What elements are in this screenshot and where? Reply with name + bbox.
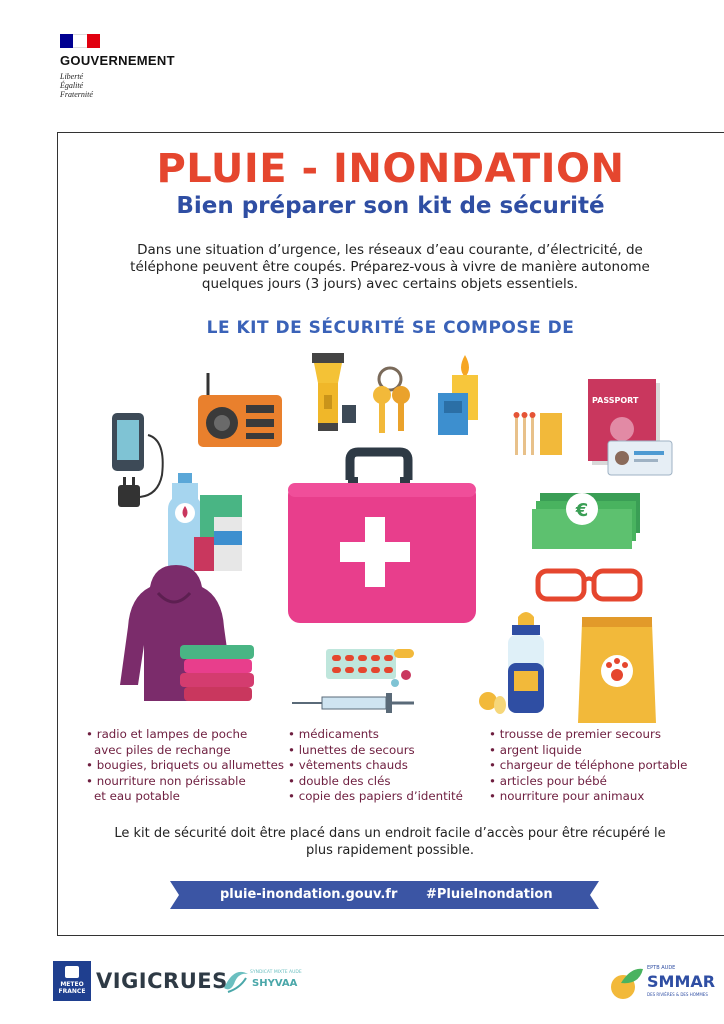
list-column-1 <box>86 727 284 805</box>
vigicrues-logo: VIGICRUES <box>96 969 228 993</box>
matchbox-icon <box>438 393 468 435</box>
syringe-icon <box>292 693 414 713</box>
list-item: • médicaments <box>288 727 463 743</box>
storage-footnote: Le kit de sécurité doit être placé dans un endroit facile d’accès pour être récupéré le plus rapidement possible. <box>114 826 666 858</box>
smmar-logo: EPTB AUDE SMMAR DES RIVIÈRES & DES HOMMES <box>607 965 643 1005</box>
euro-banknotes-icon <box>532 493 640 549</box>
list-column-3 <box>489 727 687 805</box>
list-item: • argent liquide <box>489 743 687 759</box>
intro-paragraph: Dans une situation d’urgence, les réseaux d’eau courante, d’électricité, de téléphone peuvent être coupés. Préparez-vous à vivre de manière autonome quelques jours (3 jours) avec certains objets essentiels. <box>130 242 650 292</box>
shyvaa-wave-icon <box>222 968 250 996</box>
radio-icon <box>198 373 282 447</box>
list-item: • chargeur de téléphone portable <box>489 758 687 774</box>
smmar-leaf-icon <box>607 965 643 1001</box>
pet-food-bag-icon <box>578 617 656 723</box>
french-flag-logo <box>60 34 100 48</box>
government-name: GOUVERNEMENT <box>60 53 175 68</box>
medicine-pills-icon <box>326 649 414 687</box>
meteo-france-emblem-icon <box>65 966 79 978</box>
list-item: • trousse de premier secours <box>489 727 687 743</box>
list-item: • nourriture pour animaux <box>489 789 687 805</box>
keys-icon <box>373 368 410 433</box>
flashlight-icon <box>312 353 356 431</box>
baby-bottle-icon <box>508 612 544 713</box>
government-motto: Liberté Égalité Fraternité <box>60 72 93 99</box>
folded-clothes-icon <box>180 645 254 701</box>
list-column-2 <box>288 727 463 805</box>
website-link[interactable]: pluie-inondation.gouv.fr <box>220 887 398 902</box>
list-item: • bougies, briquets ou allumettes <box>86 758 284 774</box>
list-item: • articles pour bébé <box>489 774 687 790</box>
food-cans-icon <box>194 495 242 571</box>
svg-text:€: € <box>575 500 589 521</box>
poster-subtitle: Bien préparer son kit de sécurité <box>176 193 605 219</box>
list-item: • radio et lampes de poche <box>86 727 284 743</box>
meteo-france-logo: METEO FRANCE <box>53 961 91 1001</box>
list-item: • copie des papiers d’identité <box>288 789 463 805</box>
glasses-icon <box>538 571 640 599</box>
pacifier-icon <box>479 692 506 714</box>
first-aid-kit-icon <box>288 452 476 623</box>
info-banner <box>170 881 599 909</box>
list-item-continued: avec piles de rechange <box>94 742 231 757</box>
list-item: • vêtements chauds <box>288 758 463 774</box>
list-item: • double des clés <box>288 774 463 790</box>
safety-kit-illustration <box>60 345 724 730</box>
svg-text:PASSPORT: PASSPORT <box>592 396 639 405</box>
list-item-continued: et eau potable <box>94 789 180 803</box>
phone-icon <box>112 413 163 497</box>
matches-icon <box>514 412 563 455</box>
charger-icon <box>118 477 140 507</box>
list-item: • lunettes de secours <box>288 743 463 759</box>
shyvaa-logo: SYNDICAT MIXTE AUDE SHYVAA <box>222 968 250 1000</box>
list-item: • nourriture non périssable <box>86 774 284 790</box>
id-card-icon <box>608 441 672 475</box>
kit-heading: LE KIT DE SÉCURITÉ SE COMPOSE DE <box>206 318 575 338</box>
hashtag-link[interactable]: #PluieInondation <box>426 887 553 902</box>
poster-title: PLUIE - INONDATION <box>156 146 625 192</box>
